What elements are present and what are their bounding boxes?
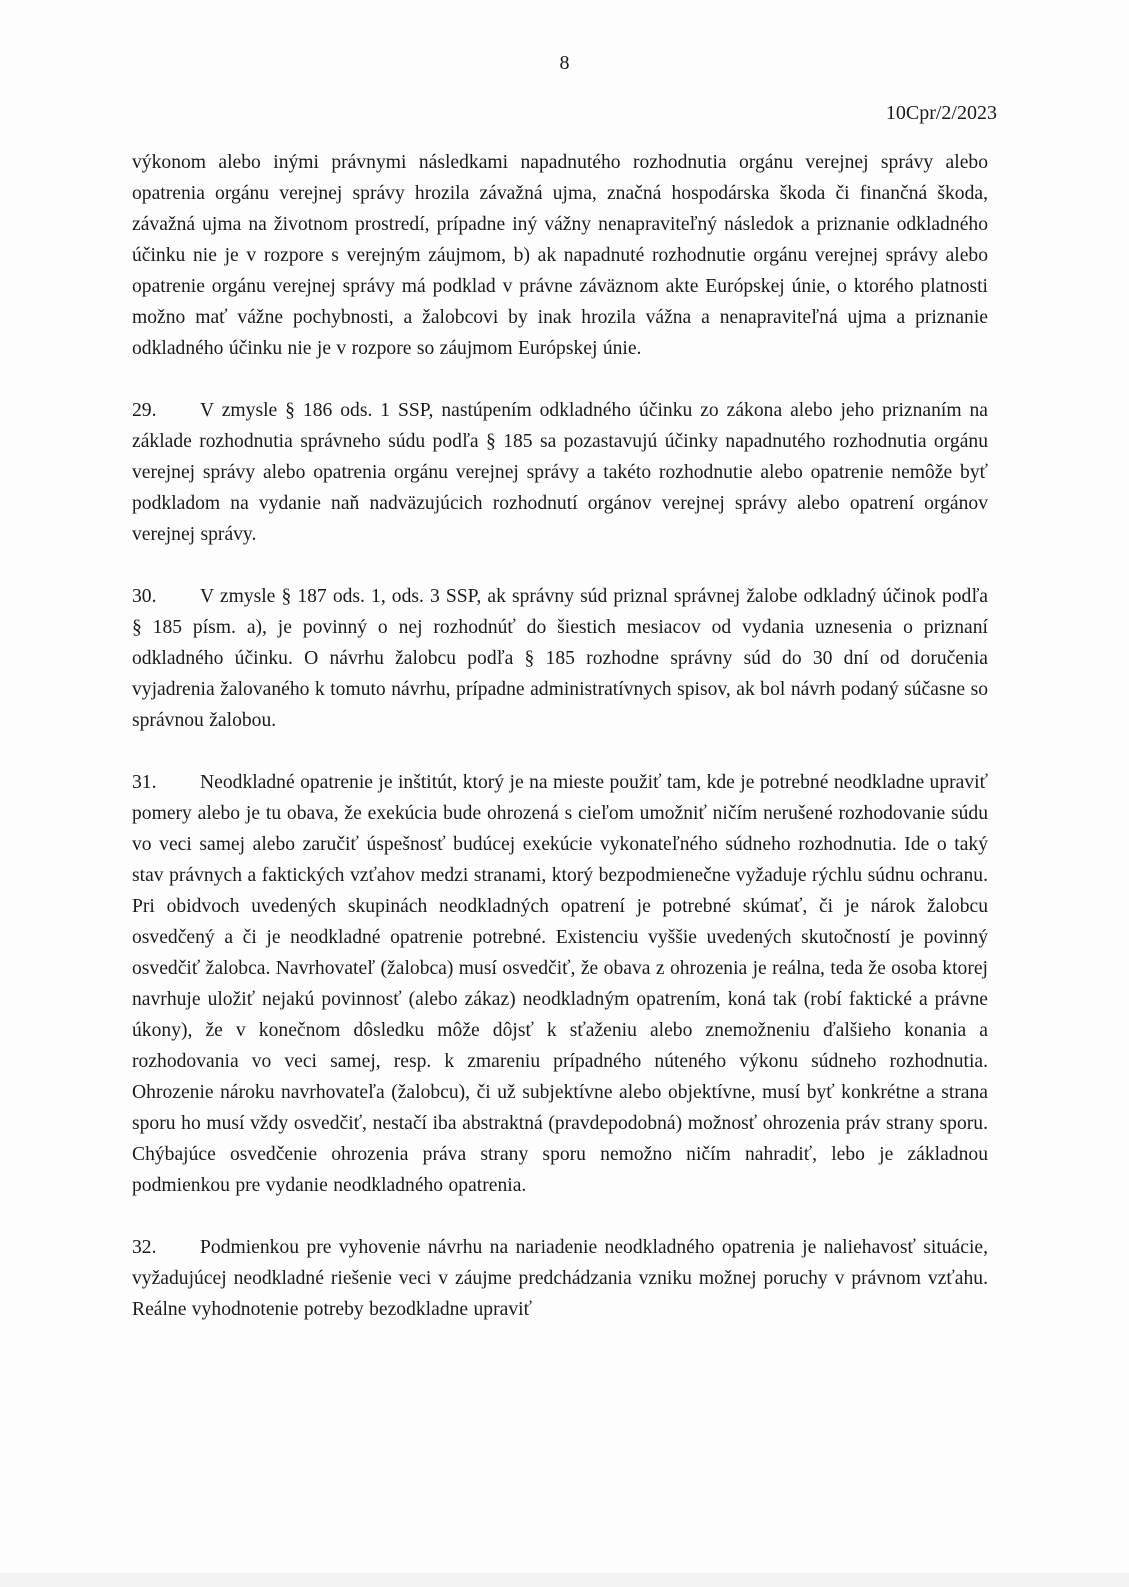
paragraph-number: 29. xyxy=(132,400,157,421)
paragraph-text: V zmysle § 187 ods. 1, ods. 3 SSP, ak správny súd priznal správnej žalobe odkladný účinok podľa § 185 písm. a), je povinný o nej rozhodnúť do šiestich mesiacov od vydania uznesenia o priznaní odkladného účinku. O návrhu žalobcu podľa § 185 rozhodne správny súd do 30 dní od doručenia vyjadrenia žalovaného k tomuto návrhu, prípadne administratívnych spisov, ak bol návrh podaný súčasne so správnou žalobou. xyxy=(132,586,988,731)
paragraph-number: 32. xyxy=(132,1237,157,1258)
paragraph-text: Podmienkou pre vyhovenie návrhu na nariadenie neodkladného opatrenia je naliehavosť situácie, vyžadujúcej neodkladné riešenie veci v záujme predchádzania vzniku možnej poruchy v právnom vzťahu. Reálne vyhodnotenie potreby bezodkladne upraviť xyxy=(132,1237,988,1320)
paragraph-32 xyxy=(132,1232,988,1325)
paragraph-number: 31. xyxy=(132,772,157,793)
case-number: 10Cpr/2/2023 xyxy=(885,102,997,124)
page-number: 8 xyxy=(559,52,570,74)
paragraph-29 xyxy=(132,395,988,550)
paragraph-30 xyxy=(132,581,988,736)
paragraph-31 xyxy=(132,767,988,1201)
paragraph-continued xyxy=(132,147,988,364)
paragraph-text: Neodkladné opatrenie je inštitút, ktorý je na mieste použiť tam, kde je potrebné neodkladne upraviť pomery alebo je tu obava, že exekúcia bude ohrozená s cieľom umožniť ničím nerušené rozhodovanie súdu vo veci samej alebo zaručiť úspešnosť budúcej exekúcie vykonateľného súdneho rozhodnutia. Ide o taký stav právnych a faktických vzťahov medzi stranami, ktorý bezpodmienečne vyžaduje rýchlu súdnu ochranu. Pri obidvoch uvedených skupinách neodkladných opatrení je potrebné skúmať, či je nárok žalobcu osvedčený a či je neodkladné opatrenie potrebné. Existenciu vyššie uvedených skutočností je povinný osvedčiť žalobca. Navrhovateľ (žalobca) musí osvedčiť, že obava z ohrozenia je reálna, teda že osoba ktorej navrhuje uložiť nejakú povinnosť (alebo zákaz) neodkladným opatrením, koná tak (robí faktické a právne úkony), že v konečnom dôsledku môže dôjsť k sťaženiu alebo znemožneniu ďalšieho konania a rozhodovania vo veci samej, resp. k zmareniu prípadného núteného výkonu súdneho rozhodnutia. Ohrozenie nároku navrhovateľa (žalobcu), či už subjektívne alebo objektívne, musí byť konkrétne a strana sporu ho musí vždy osvedčiť, nestačí iba abstraktná (pravdepodobná) možnosť ohrozenia práv strany sporu. Chýbajúce osvedčenie ohrozenia práva strany sporu nemožno ničím nahradiť, lebo je základnou podmienkou pre vydanie neodkladného opatrenia. xyxy=(132,772,988,1196)
document-body xyxy=(132,147,988,1325)
paragraph-text: V zmysle § 186 ods. 1 SSP, nastúpením odkladného účinku zo zákona alebo jeho priznaním na základe rozhodnutia správneho súdu podľa § 185 sa pozastavujú účinky napadnutého rozhodnutia orgánu verejnej správy alebo opatrenia orgánu verejnej správy a takéto rozhodnutie alebo opatrenie nemôže byť podkladom na vydanie naň nadväzujúcich rozhodnutí orgánov verejnej správy alebo opatrení orgánov verejnej správy. xyxy=(132,400,988,545)
paragraph-number: 30. xyxy=(132,586,157,607)
paragraph-text: výkonom alebo inými právnymi následkami napadnutého rozhodnutia orgánu verejnej správy alebo opatrenia orgánu verejnej správy hrozila závažná ujma, značná hospodárska škoda či finančná škoda, závažná ujma na životnom prostredí, prípadne iný vážny nenapraviteľný následok a priznanie odkladného účinku nie je v rozpore s verejným záujmom, b) ak napadnuté rozhodnutie orgánu verejnej správy alebo opatrenie orgánu verejnej správy má podklad v právne záväznom akte Európskej únie, o ktorého platnosti možno mať vážne pochybnosti, a žalobcovi by inak hrozila vážna a nenapraviteľná ujma a priznanie odkladného účinku nie je v rozpore so záujmom Európskej únie. xyxy=(132,152,988,359)
page-bottom-edge xyxy=(0,1573,1129,1587)
